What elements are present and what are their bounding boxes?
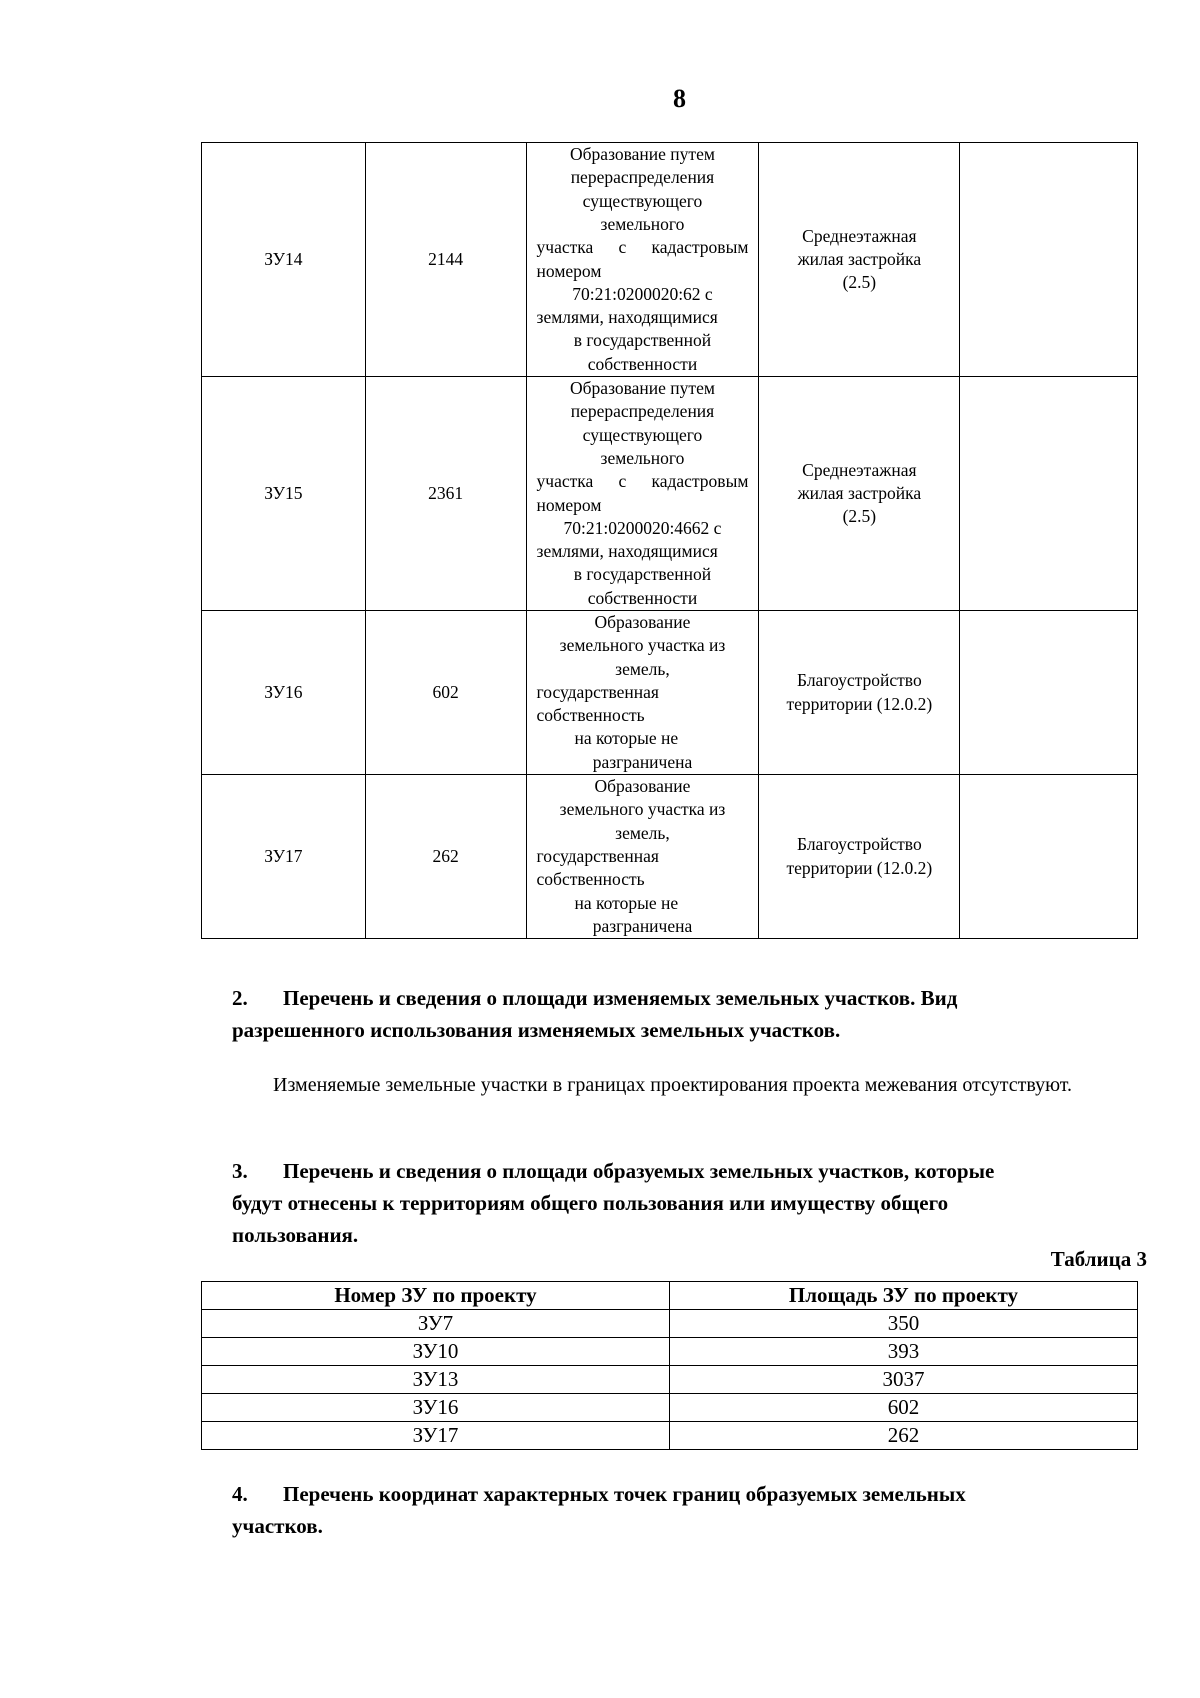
column-header: Площадь ЗУ по проекту	[670, 1282, 1138, 1310]
permitted-use-cell	[759, 143, 960, 377]
empty-cell	[960, 775, 1138, 939]
cell-text-line: перераспределения	[570, 167, 715, 188]
cell-text-line: собственности	[587, 587, 698, 608]
plot-area-cell: 262	[670, 1422, 1138, 1450]
section-title-continued: разрешенного использования изменяемых земельных участков.	[232, 1018, 841, 1042]
formation-method-cell	[526, 377, 759, 611]
section-title-continued: участков.	[232, 1514, 323, 1538]
column-header: Номер ЗУ по проекту	[202, 1282, 670, 1310]
permitted-use-cell	[759, 377, 960, 611]
permitted-use-cell	[759, 611, 960, 775]
section-4-heading	[232, 1478, 1132, 1542]
cell-text-line: земельного участка из	[559, 635, 726, 656]
cell-text-line: перераспределения	[570, 401, 715, 422]
table-row	[202, 1394, 1138, 1422]
plot-id-cell: ЗУ16	[202, 611, 366, 775]
cell-text-line: в государственной	[573, 564, 712, 585]
formation-method-cell	[526, 775, 759, 939]
plot-id-cell: ЗУ14	[202, 143, 366, 377]
cell-text-line: номером	[536, 260, 602, 281]
table-row	[202, 1338, 1138, 1366]
plot-id-cell: ЗУ7	[202, 1310, 670, 1338]
cell-text-line: земельного	[600, 213, 685, 234]
cell-text-line: земель,	[615, 822, 670, 843]
cell-text-line: землями, находящимися	[536, 541, 718, 562]
section-2-paragraph: Изменяемые земельные участки в границах проектирования проекта межевания отсутствуют.	[273, 1074, 1073, 1096]
cell-text-line: земельного участка из	[559, 799, 726, 820]
cell-text-line: участка с кадастровым	[536, 471, 749, 492]
cell-text-line: на которые не	[574, 892, 679, 913]
plot-id-cell: ЗУ17	[202, 775, 366, 939]
section-3-heading	[232, 1155, 1132, 1251]
plot-area-cell: 602	[670, 1394, 1138, 1422]
empty-cell	[960, 143, 1138, 377]
section-2-heading	[232, 982, 1132, 1046]
cell-text-line: жилая застройка	[797, 248, 922, 269]
formation-method-cell	[526, 143, 759, 377]
common-use-plots-table	[201, 1281, 1138, 1450]
plot-id-cell: ЗУ10	[202, 1338, 670, 1366]
cell-text-line: Образование путем	[570, 144, 715, 165]
cell-text-line: земельного	[600, 447, 685, 468]
cell-text-line: номером	[536, 494, 602, 515]
section-number: 4.	[232, 1482, 248, 1506]
cell-text-line: Благоустройство	[797, 834, 922, 855]
cell-text-line: Образование	[594, 612, 691, 632]
empty-cell	[960, 611, 1138, 775]
cell-text-line: 70:21:0200020:62 с	[572, 283, 713, 304]
cell-text-line: жилая застройка	[797, 482, 922, 503]
table-row	[202, 775, 1138, 939]
section-number: 3.	[232, 1159, 248, 1183]
section-number: 2.	[232, 986, 248, 1010]
cell-text-line: 70:21:0200020:4662 с	[563, 517, 722, 538]
cell-text-line: на которые не	[574, 728, 679, 749]
cell-text-line: в государственной	[573, 330, 712, 351]
land-plots-table-continued	[201, 142, 1138, 939]
table-header-row	[202, 1282, 1138, 1310]
table-row	[202, 1422, 1138, 1450]
section-title-continued: будут отнесены к территориям общего пользования или имуществу общего	[232, 1191, 949, 1215]
cell-text-line: разграничена	[592, 915, 693, 936]
plot-area-cell: 3037	[670, 1366, 1138, 1394]
empty-cell	[960, 377, 1138, 611]
plot-area-cell: 602	[365, 611, 526, 775]
cell-text-line: Благоустройство	[797, 670, 922, 691]
table-row	[202, 1366, 1138, 1394]
cell-text-line: собственности	[587, 353, 698, 374]
cell-text-line: Образование путем	[570, 378, 715, 399]
cell-text-line: Среднеэтажная	[802, 225, 917, 246]
table-row	[202, 143, 1138, 377]
plot-id-cell: ЗУ13	[202, 1366, 670, 1394]
cell-text-line: разграничена	[592, 751, 693, 772]
cell-text-line: Среднеэтажная	[802, 459, 917, 480]
cell-text-line: государственная	[536, 681, 659, 702]
table-caption: Таблица 3	[1050, 1247, 1147, 1271]
table-row	[202, 1310, 1138, 1338]
cell-text-line: землями, находящимися	[536, 307, 718, 328]
cell-text-line: существующего	[582, 190, 703, 211]
cell-text-line: территории (12.0.2)	[786, 693, 933, 714]
cell-text-line: собственность	[536, 869, 645, 890]
section-title-continued: пользования.	[232, 1223, 359, 1247]
plot-area-cell: 393	[670, 1338, 1138, 1366]
cell-text-line: существующего	[582, 424, 703, 445]
plot-id-cell: ЗУ16	[202, 1394, 670, 1422]
table-row	[202, 377, 1138, 611]
plot-area-cell: 262	[365, 775, 526, 939]
table-row	[202, 611, 1138, 775]
plot-area-cell: 350	[670, 1310, 1138, 1338]
plot-id-cell: ЗУ17	[202, 1422, 670, 1450]
page-number: 8	[673, 84, 686, 113]
cell-text-line: государственная	[536, 845, 659, 866]
formation-method-cell	[526, 611, 759, 775]
cell-text-line: земель,	[615, 658, 670, 679]
section-title: Перечень и сведения о площади образуемых земельных участков, которые	[283, 1159, 995, 1183]
section-title: Перечень и сведения о площади изменяемых земельных участков. Вид	[283, 986, 958, 1010]
plot-area-cell: 2144	[365, 143, 526, 377]
cell-text-line: Образование	[594, 776, 691, 797]
plot-id-cell: ЗУ15	[202, 377, 366, 611]
permitted-use-cell	[759, 775, 960, 939]
cell-text-line: (2.5)	[842, 506, 877, 527]
cell-text-line: участка с кадастровым	[536, 237, 749, 258]
cell-text-line: собственность	[536, 705, 645, 726]
section-title: Перечень координат характерных точек границ образуемых земельных	[283, 1482, 966, 1506]
cell-text-line: (2.5)	[842, 272, 877, 293]
cell-text-line: территории (12.0.2)	[786, 857, 933, 878]
plot-area-cell: 2361	[365, 377, 526, 611]
